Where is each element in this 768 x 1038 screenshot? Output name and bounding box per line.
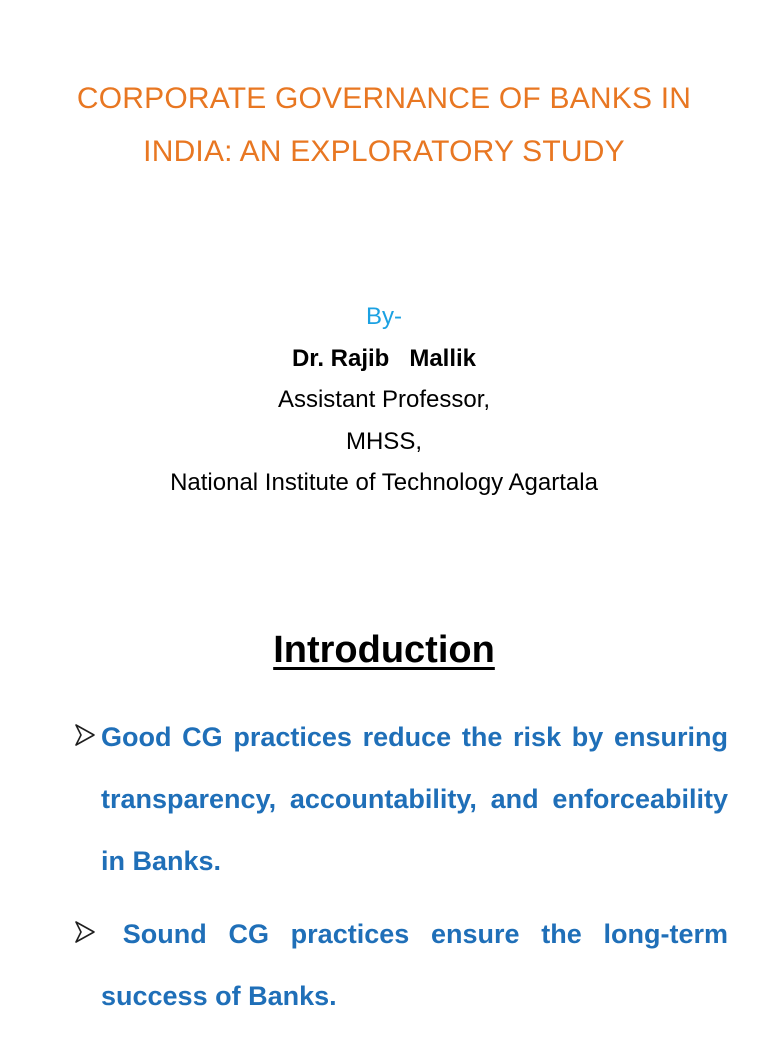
introduction-bullet-list <box>72 706 736 1038</box>
title-line-2: INDIA: AN EXPLORATORY STUDY <box>143 135 625 168</box>
author-institute: National Institute of Technology Agartala <box>170 469 598 496</box>
arrow-bullet-icon <box>72 903 98 965</box>
author-department: MHSS, <box>345 427 422 455</box>
author-info <box>40 296 728 504</box>
bullet-text-1: Good CG practices reduce the risk by ensuring transparency, accountability, and enforceability in Banks. <box>101 722 728 876</box>
title-line-1: CORPORATE GOVERNANCE OF BANKS IN <box>76 82 692 115</box>
introduction-heading: Introduction <box>273 629 495 671</box>
arrow-bullet-icon <box>72 706 98 768</box>
by-label: By- <box>366 303 402 330</box>
document-title <box>40 72 728 178</box>
bullet-item <box>72 903 736 1027</box>
author-position: Assistant Professor, <box>277 386 491 413</box>
bullet-item <box>72 706 728 892</box>
bullet-text-2: Sound CG practices ensure the long-term success of Banks. <box>101 919 736 1011</box>
author-name: Dr. Rajib Mallik <box>291 344 477 372</box>
